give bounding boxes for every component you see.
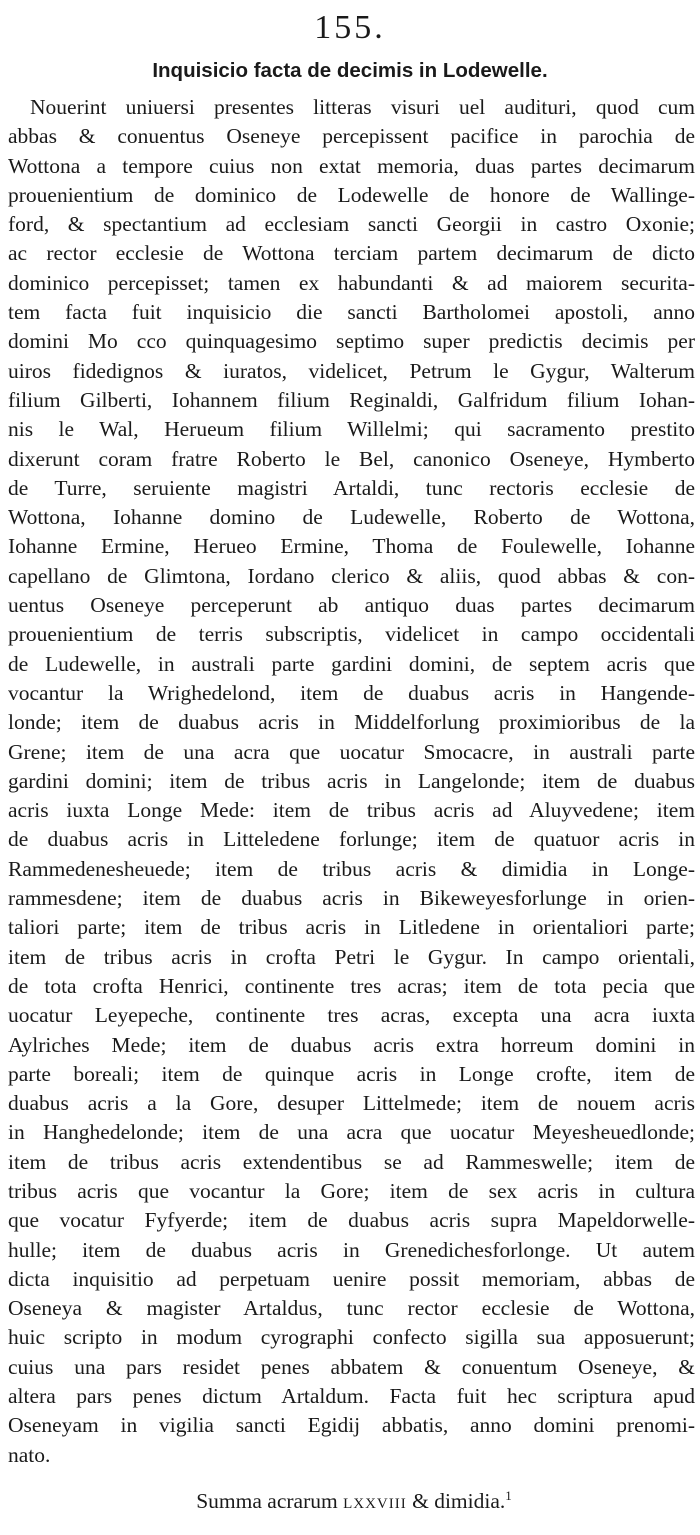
- body-line: altera pars penes dictum Artaldum. Facta fuit hec scriptura apud: [8, 1384, 695, 1409]
- body-line: cuius una pars residet penes abbatem & conuentum Oseneye, &: [8, 1354, 695, 1379]
- body-line: filium Gilberti, Iohannem filium Reginaldi, Galfridum filium Iohan-: [8, 387, 695, 412]
- body-line: uentus Oseneye perceperunt ab antiquo duas partes decimarum: [8, 593, 695, 618]
- body-line: Wottona a tempore cuius non extat memoria, duas partes decimarum: [8, 153, 695, 178]
- body-line: tribus acris que vocantur la Gore; item de sex acris in cultura: [8, 1178, 695, 1203]
- body-line: capellano de Glimtona, Iordano clerico & aliis, quod abbas & con-: [8, 563, 695, 588]
- body-line: de Turre, seruiente magistri Artaldi, tunc rectoris ecclesie de: [8, 475, 695, 500]
- body-line: Nouerint uniuersi presentes litteras visuri uel audituri, quod cum: [30, 95, 695, 119]
- body-line: vocantur la Wrighedelond, item de duabus acris in Hangende-: [8, 680, 695, 705]
- body-line: acris iuxta Longe Mede: item de tribus acris ad Aluyvedene; item: [8, 798, 695, 823]
- body-line: Aylriches Mede; item de duabus acris extra horreum domini in: [8, 1032, 695, 1057]
- body-line: rammesdene; item de duabus acris in Bikeweyesforlunge in orien-: [8, 886, 695, 911]
- summary-prefix: Summa acrarum: [196, 1489, 338, 1513]
- body-line: nato.: [8, 1442, 51, 1467]
- body-line: dixerunt coram fratre Roberto le Bel, canonico Oseneye, Hymberto: [8, 446, 695, 471]
- body-line: Wottona, Iohanne domino de Ludewelle, Roberto de Wottona,: [8, 505, 695, 530]
- body-line: huic scripto in modum cyrographi confecto sigilla sua apposuerunt;: [8, 1325, 695, 1350]
- body-line: abbas & conuentus Oseneye percepissent pacifice in parochia de: [8, 124, 695, 149]
- body-line: dominico percepisset; tamen ex habundanti & ad maiorem securita-: [8, 270, 695, 295]
- body-line: in Hanghedelonde; item de una acra que uocatur Meyesheuedlonde;: [8, 1120, 695, 1145]
- body-line: domini Mo cco quinquagesimo septimo super predictis decimis per: [8, 329, 695, 354]
- body-line: de Ludewelle, in australi parte gardini domini, de septem acris que: [8, 651, 695, 676]
- body-line: gardini domini; item de tribus acris in Langelonde; item de duabus: [8, 768, 695, 793]
- body-line: londe; item de duabus acris in Middelforlung proximioribus de la: [8, 710, 695, 735]
- body-line: Oseneyam in vigilia sancti Egidij abbatis, anno domini prenomi-: [8, 1413, 695, 1438]
- body-line: hulle; item de duabus acris in Grenedichesforlonge. Ut autem: [8, 1237, 695, 1262]
- body-line: uocatur Leyepeche, continente tres acras, excepta una acra iuxta: [8, 1003, 695, 1028]
- body-line: duabus acris a la Gore, desuper Littelmede; item de nouem acris: [8, 1091, 695, 1116]
- body-line: Oseneya & magister Artaldus, tunc rector ecclesie de Wottona,: [8, 1296, 695, 1321]
- body-line: de tota crofta Henrici, continente tres acras; item de tota pecia que: [8, 973, 695, 998]
- acre-summary: [0, 1487, 700, 1516]
- body-line: Iohanne Ermine, Herueo Ermine, Thoma de Foulewelle, Iohanne: [8, 534, 695, 559]
- body-line: Rammedenesheuede; item de tribus acris & dimidia in Longe-: [8, 856, 695, 881]
- body-line: prouenientium de terris subscriptis, videlicet in campo occidentali: [8, 622, 695, 647]
- charter-heading: Inquisicio facta de decimis in Lodewelle.: [152, 59, 548, 82]
- body-line: ford, & spectantium ad ecclesiam sancti Georgii in castro Oxonie;: [8, 212, 695, 237]
- summary-suffix: & dimidia.: [412, 1489, 506, 1513]
- body-line: de duabus acris in Litteledene forlunge; item de quatuor acris in: [8, 827, 695, 852]
- body-line: taliori parte; item de tribus acris in Litledene in orientaliori parte;: [8, 915, 695, 940]
- body-line: ac rector ecclesie de Wottona terciam partem decimarum de dicto: [8, 241, 695, 266]
- body-line: dicta inquisitio ad perpetuam uenire possit memoriam, abbas de: [8, 1266, 695, 1291]
- page-number: 155.: [314, 9, 386, 46]
- footnote-mark: 1: [505, 1487, 512, 1503]
- body-line: tem facta fuit inquisicio die sancti Bartholomei apostoli, anno: [8, 300, 695, 325]
- body-line: Grene; item de una acra que uocatur Smocacre, in australi parte: [8, 739, 695, 764]
- body-line: nis le Wal, Herueum filium Willelmi; qui sacramento prestito: [8, 417, 695, 442]
- body-line: que vocatur Fyfyerde; item de duabus acris supra Mapeldorwelle-: [8, 1208, 695, 1233]
- body-line: prouenientium de dominico de Lodewelle de honore de Wallinge-: [8, 182, 695, 207]
- body-line: item de tribus acris extendentibus se ad Rammeswelle; item de: [8, 1149, 695, 1174]
- summary-numeral: lxxviii: [343, 1489, 407, 1513]
- charter-body: [8, 93, 695, 1470]
- body-line: item de tribus acris in crofta Petri le Gygur. In campo orientali,: [8, 944, 695, 969]
- body-line: uiros fidedignos & iuratos, videlicet, Petrum le Gygur, Walterum: [8, 358, 695, 383]
- body-line: parte boreali; item de quinque acris in Longe crofte, item de: [8, 1061, 695, 1086]
